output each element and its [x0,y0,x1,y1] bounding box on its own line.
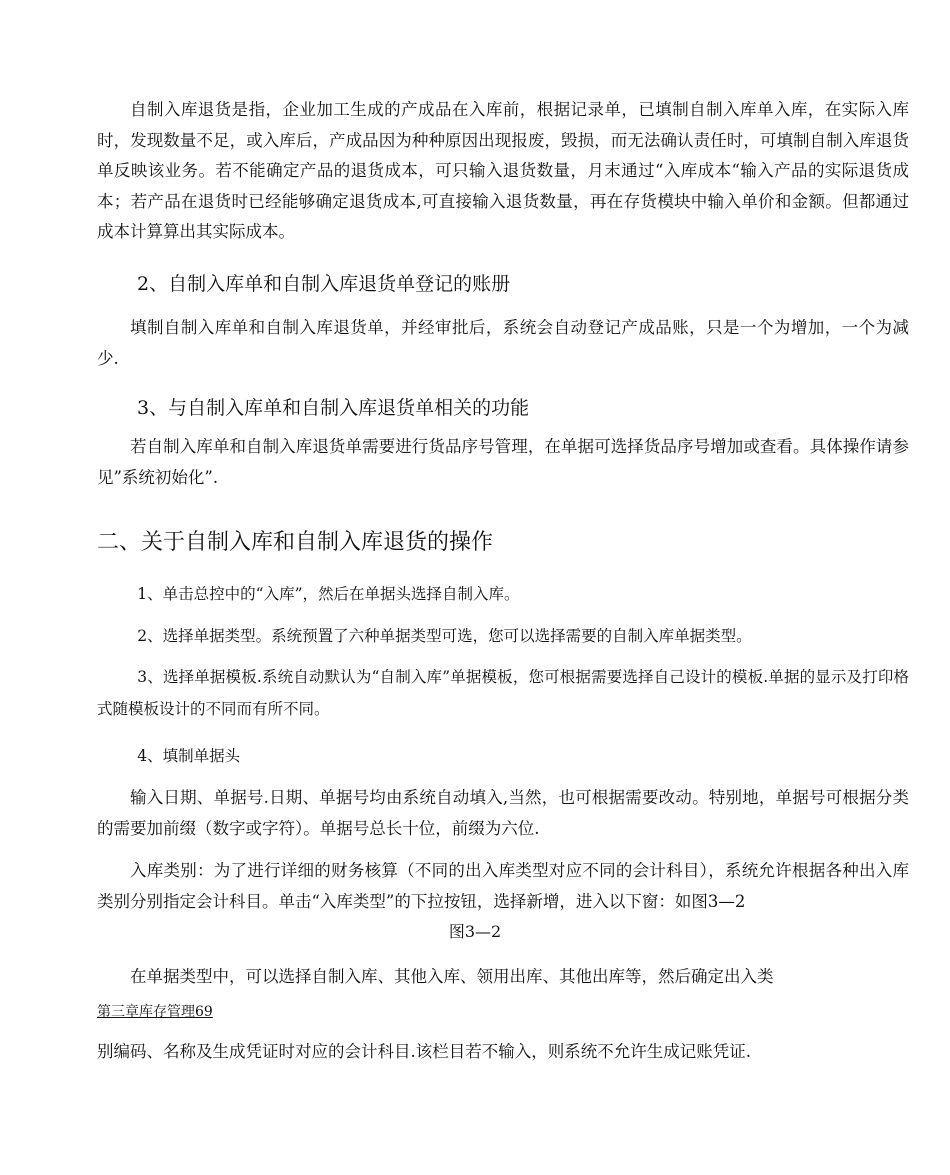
heading-ledger-registration: 2、自制入库单和自制入库退货单登记的账册 [137,273,511,295]
heading-related-functions: 3、与自制入库单和自制入库退货单相关的功能 [137,397,530,419]
paragraph-stock-in-category: 入库类别：为了进行详细的财务核算（不同的出入库类型对应不同的会计科目），系统允许根据各种出入库类别分别指定会计科目。单击“入库类型”的下拉按钮，选择新增，进入以下窗：如图3—2 [97,861,909,911]
page-footer: 第三章库存管理69 [97,1004,213,1020]
step-4: 4、填制单据头 [137,747,241,765]
paragraph-ledger-registration: 填制自制入库单和自制入库退货单，并经审批后，系统会自动登记产成品账，只是一个为增加，一个为减少. [97,318,909,368]
paragraph-document-type: 在单据类型中，可以选择自制入库、其他入库、领用出库、其他出库等，然后确定出入类 [130,967,774,986]
paragraph-document-header-input: 输入日期、单据号.日期、单据号均由系统自动填入,当然，也可根据需要改动。特别地，单据号可根据分类的需要加前缀（数字或字符）。单据号总长十位，前缀为六位. [97,788,909,838]
step-2: 2、选择单据类型。系统预置了六种单据类型可选，您可以选择需要的自制入库单据类型。 [137,627,752,645]
step-3: 3、选择单据模板.系统自动默认为“自制入库”单据模板，您可根据需要选择自己设计的模板.单据的显示及打印格式随模板设计的不同而有所不同。 [97,668,909,718]
step-1: 1、单击总控中的“入库”，然后在单据头选择自制入库。 [137,585,520,603]
paragraph-self-made-return-definition: 自制入库退货是指，企业加工生成的产成品在入库前，根据记录单，已填制自制入库单入库，在实际入库时，发现数量不足，或入库后，产成品因为种种原因出现报废，毁损，而无法确认责任时，可填制自制入库退货单反映该业务。若不能确定产品的退货成本，可只输入退货数量，月末通过“入库成本“输入产品的实际退货成本；若产品在退货时已经能够确定退货成本,可直接输入退货数量，再在存货模块中输入单价和金额。但都通过成本计算算出其实际成本。 [97,100,909,241]
section-title: 二、关于自制入库和自制入库退货的操作 [97,530,494,555]
figure-caption: 图3—2 [448,922,502,941]
paragraph-related-functions: 若自制入库单和自制入库退货单需要进行货品序号管理，在单据可选择货品序号增加或查看。具体操作请参见”系统初始化”. [97,437,909,487]
paragraph-continuation: 别编码、名称及生成凭证时对应的会计科目.该栏目若不输入，则系统不允许生成记账凭证. [97,1042,751,1061]
